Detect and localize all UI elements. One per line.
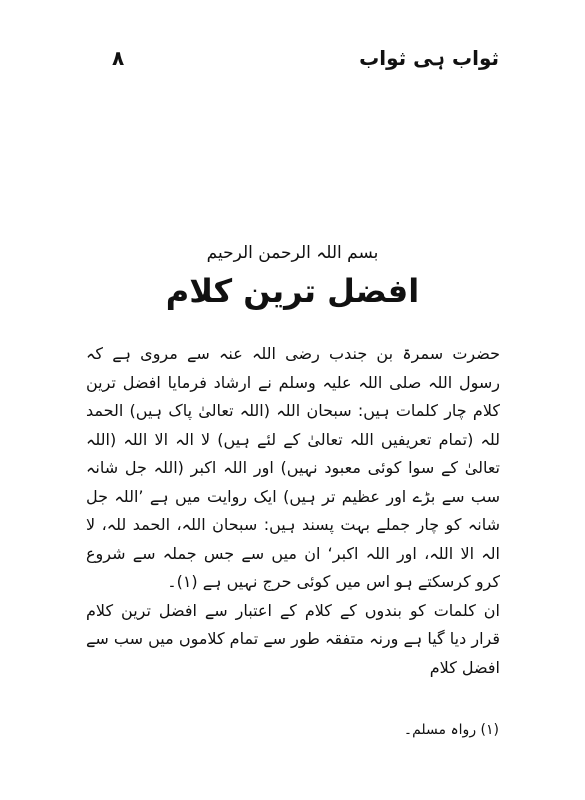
bismillah: بسم اللہ الرحمن الرحیم	[206, 243, 379, 263]
running-title: ثواب ہی ثواب	[359, 46, 499, 70]
page-number: ۸	[112, 46, 125, 70]
footnote: (۱) رواہ مسلم۔	[403, 722, 499, 738]
paragraph-1: حضرت سمرۃ بن جندب رضی اللہ عنہ سے مروی ہے کہ رسول اللہ صلی اللہ علیہ وسلم نے ارشاد فرمایا افضل ترین کلام چار کلمات ہیں: سبحان اللہ (اللہ تعالیٰ پاک ہیں) الحمد للہ (تمام تعریفیں اللہ تعالیٰ کے لئے ہیں) لا الہ الا اللہ (اللہ تعالیٰ کے سوا کوئی معبود نہیں) اور اللہ اکبر (اللہ جل شانہ سب سے بڑے اور عظیم تر ہیں) ایک روایت میں ہے ’اللہ جل شانہ کو چار جملے بہت پسند ہیں: سبحان اللہ، الحمد للہ، لا الہ الا اللہ، اور اللہ اکبر‘ ان میں سے جس جملہ سے شروع کرو کرسکتے ہو اس میں کوئی حرج نہیں ہے (۱)۔	[86, 344, 500, 591]
paragraph-2: ان کلمات کو بندوں کے کلام کے اعتبار سے افضل ترین کلام قرار دیا گیا ہے ورنہ متفقہ طور سے تمام کلاموں میں سب سے افضل کلام	[86, 600, 500, 677]
body-text	[86, 340, 500, 682]
chapter-title: افضل ترین کلام	[165, 272, 420, 310]
